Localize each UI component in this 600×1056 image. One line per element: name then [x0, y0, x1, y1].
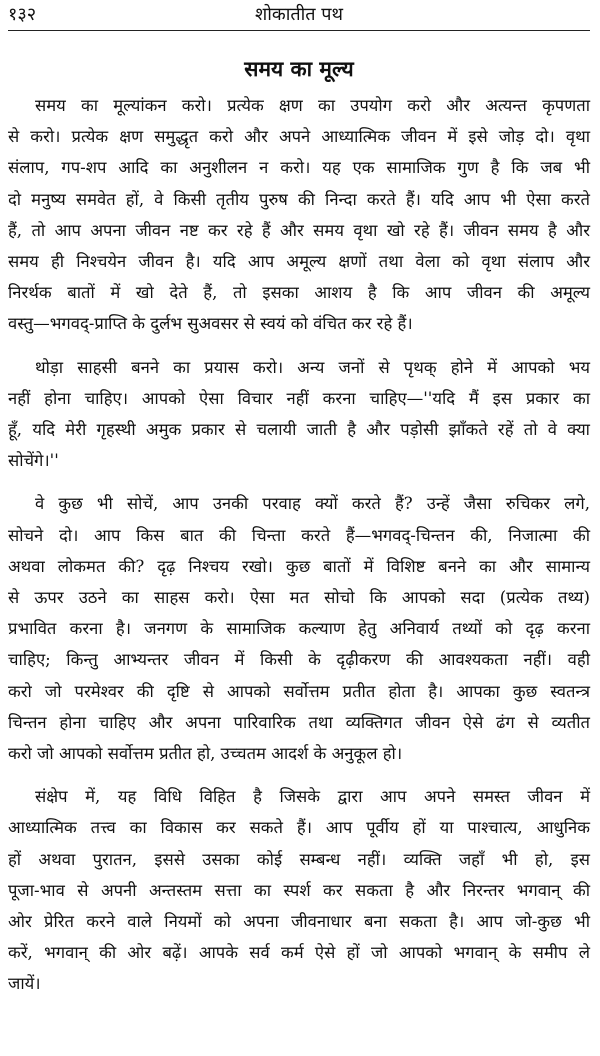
text-line: से ऊपर उठने का साहस करो। ऐसा मत सोचो कि आपको सदा (प्रत्येक तथ्य): [8, 588, 590, 608]
text-line: जायें।: [8, 974, 41, 994]
text-line: अथवा लोकमत की? दृढ़ निश्चय रखो। कुछ बातों में विशिष्ट बनने का और सामान्य: [8, 556, 590, 576]
text-line: निरर्थक बातों में खो देते हैं, तो इसका आशय है कि आप जीवन की अमूल्य: [8, 283, 590, 303]
page-header: [8, 0, 590, 30]
text-line: करो जो परमेश्वर की दृष्टि से आपको सर्वोत्तम प्रतीत होता है। आपका कुछ स्वतन्त्र: [8, 681, 590, 701]
text-line: हों अथवा पुरातन, इससे उसका कोई सम्बन्ध नहीं। व्यक्ति जहाँ भी हो, इस: [8, 849, 590, 869]
text-line: सोचने दो। आप किस बात की चिन्ता करते हैं—भगवद्-चिन्तन की, निजात्मा की: [8, 525, 590, 545]
paragraph: [8, 352, 590, 477]
text-line: समय का मूल्यांकन करो। प्रत्येक क्षण का उपयोग करो और अत्यन्त कृपणता: [35, 96, 590, 115]
text-line: समय ही निश्चयेन जीवन है। यदि आप अमूल्य क्षणों तथा वेला को वृथा संलाप और: [8, 252, 590, 272]
text-line: वे कुछ भी सोचें, आप उनकी परवाह क्यों करते हैं? उन्हें जैसा रुचिकर लगे,: [35, 494, 590, 514]
text-line: वस्तु—भगवद्-प्राप्ति के दुर्लभ सुअवसर से स्वयं को वंचित कर रहे हैं।: [8, 314, 413, 334]
text-line: हैं, तो आप अपना जीवन नष्ट कर रहे हैं और समय वृथा खो रहे हैं। जीवन समय है और: [8, 220, 590, 240]
text-line: पूजा-भाव से अपनी अन्तस्तम सत्ता का स्पर्श कर सकता है और निरन्तर भगवान् की: [8, 880, 590, 900]
text-line: संलाप, गप-शप आदि का अनुशीलन न करो। यह एक सामाजिक गुण है कि जब भी: [8, 158, 590, 178]
text-line: आध्यात्मिक तत्त्व का विकास कर सकते हैं। आप पूर्वीय हों या पाश्चात्य, आधुनिक: [8, 818, 590, 838]
text-line: सोचेंगे।'': [8, 451, 59, 471]
page-number: १३२: [8, 4, 37, 25]
text-line: ओर प्रेरित करने वाले नियमों को अपना जीवनाधार बना सकता है। आप जो-कुछ भी: [8, 912, 590, 932]
text-line: करो जो आपको सर्वोत्तम प्रतीत हो, उच्चतम आदर्श के अनुकूल हो।: [8, 744, 403, 764]
section-title: समय का मूल्य: [244, 56, 354, 81]
text-line: संक्षेप में, यह विधि विहित है जिसके द्वारा आप अपने समस्त जीवन में: [35, 787, 590, 807]
text-line: प्रभावित करना है। जनगण के सामाजिक कल्याण हेतु अनिवार्य तथ्यों को दृढ़ करना: [8, 619, 590, 639]
text-line: चिन्तन होना चाहिए और अपना पारिवारिक तथा व्यक्तिगत जीवन ऐसे ढंग से व्यतीत: [8, 712, 590, 732]
text-line: हूँ, यदि मेरी गृहस्थी अमुक प्रकार से चलायी जाती है और पड़ोसी झाँकते रहें तो वे क्या: [8, 420, 590, 440]
text-line: दो मनुष्य समवेत हों, वे किसी तृतीय पुरुष की निन्दा करते हैं। यदि आप भी ऐसा करते: [8, 189, 590, 209]
running-title: शोकातीत पथ: [254, 4, 344, 25]
text-line: नहीं होना चाहिए। आपको ऐसा विचार नहीं करना चाहिए—''यदि मैं इस प्रकार का: [8, 388, 590, 408]
text-line: चाहिए; किन्तु आभ्यन्तर जीवन में किसी के दृढ़ीकरण की आवश्यकता नहीं। वही: [8, 650, 590, 670]
paragraph: [8, 90, 590, 340]
body-text: [8, 90, 590, 1000]
paragraph: [8, 781, 590, 999]
paragraph: [8, 488, 590, 769]
header-rule: [8, 30, 590, 31]
text-line: थोड़ा साहसी बनने का प्रयास करो। अन्य जनों से पृथक् होने में आपको भय: [35, 357, 590, 377]
text-line: से करो। प्रत्येक क्षण समुद्धृत करो और अपने आध्यात्मिक जीवन में इसे जोड़ दो। वृथा: [8, 127, 590, 147]
text-line: करें, भगवान् की ओर बढ़ें। आपके सर्व कर्म ऐसे हों जो आपको भगवान् के समीप ले: [8, 943, 590, 963]
